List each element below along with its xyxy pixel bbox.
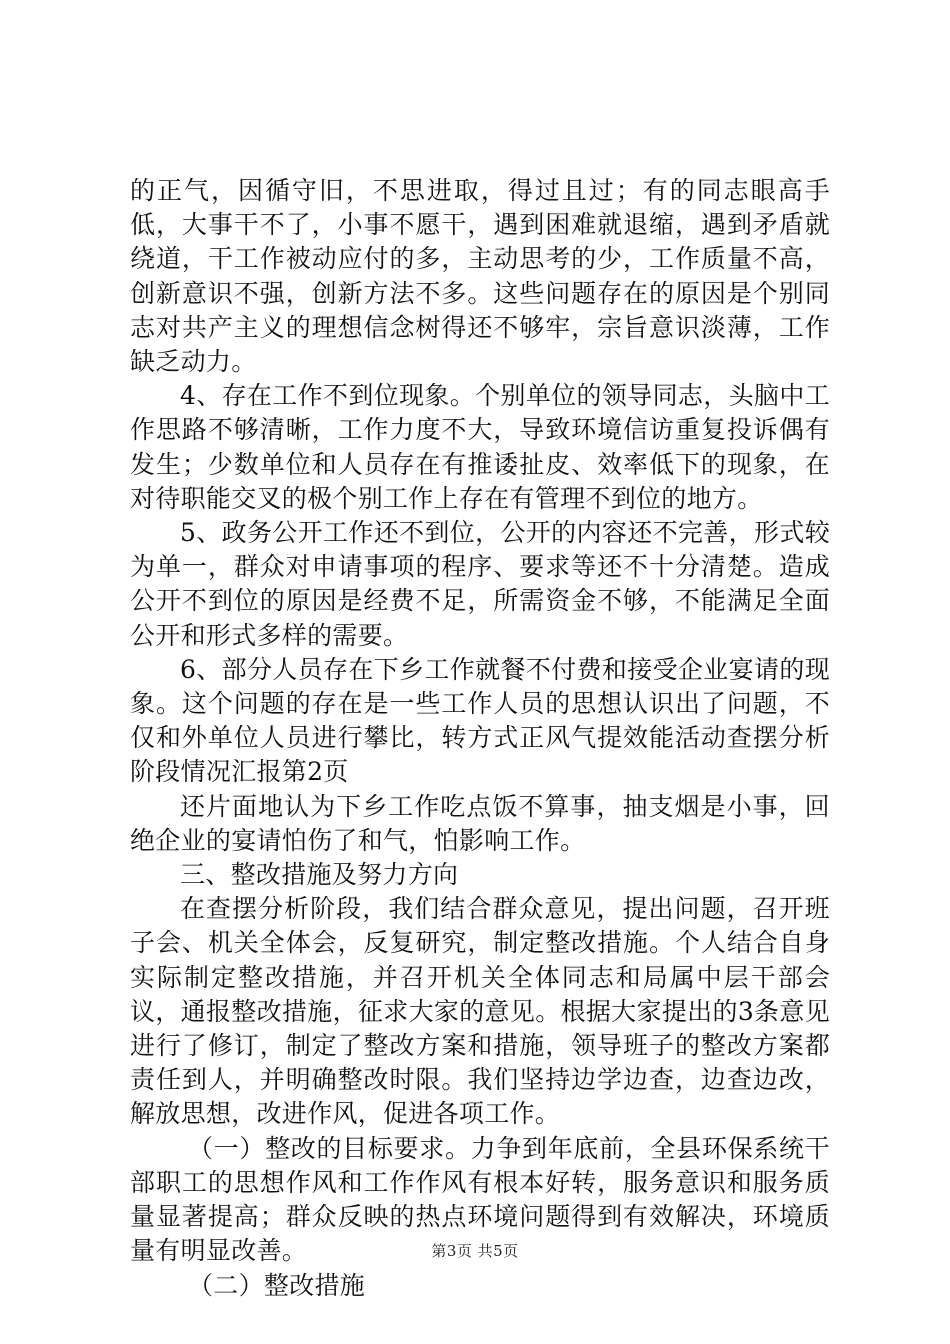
section-heading-3: 三、整改措施及努力方向 (180, 860, 459, 890)
paragraph-rectification-process: 在查摆分析阶段，我们结合群众意见，提出问题，召开班子会、机关全体会，反复研究，制定整改措施。个人结合自身实际制定整改措施，并召开机关全体同志和局属中层干部会议，通报整改措施，征求大家的意见。根据大家提出的3条意见进行了修订，制定了整改方案和措施，领导班子的整改方案都责任到人，并明确整改时限。我们坚持边学边查，边查边改，解放思想，改进作风，促进各项工作。 (130, 894, 830, 1129)
paragraph-item-5: 5、政务公开工作还不到位，公开的内容还不完善，形式较为单一，群众对申请事项的程序、要求等还不十分清楚。造成公开不到位的原因是经费不足，所需资金不够，不能满足全面公开和形式多样的需要。 (130, 518, 830, 650)
paragraph-item-6: 6、部分人员存在下乡工作就餐不付费和接受企业宴请的现象。这个问题的存在是一些工作人员的思想认识出了问题，不仅和外单位人员进行攀比，转方式正风气提效能活动查摆分析阶段情况汇报第2页 (130, 654, 830, 787)
paragraph-item-4: 4、存在工作不到位现象。个别单位的领导同志，头脑中工作思路不够清晰，工作力度不大，导致环境信访重复投诉偶有发生；少数单位和人员存在有推诿扯皮、效率低下的现象，在对待职能交叉的极个别工作上存在有管理不到位的地方。 (130, 381, 830, 513)
page-footer: 第3页 共5页 (431, 1242, 519, 1260)
paragraph-rectification-goals: （一）整改的目标要求。力争到年底前，全县环保系统干部职工的思想作风和工作作风有根本好转，服务意识和服务质量显著提高；群众反映的热点环境问题得到有效解决，环境质量有明显改善。 (130, 1133, 830, 1266)
paragraph-item-6-continued: 还片面地认为下乡工作吃点饭不算事，抽支烟是小事，回绝企业的宴请怕伤了和气，怕影响工作。 (130, 791, 830, 855)
document-body (130, 174, 830, 1303)
paragraph-continuation: 的正气，因循守旧，不思进取，得过且过；有的同志眼高手低，大事干不了，小事不愿干，遇到困难就退缩，遇到矛盾就绕道，干工作被动应付的多，主动思考的少，工作质量不高，创新意识不强，创新方法不多。这些问题存在的原因是个别同志对共产主义的理想信念树得还不够牢，宗旨意识淡薄，工作缺乏动力。 (130, 176, 830, 377)
subheading-rectification-measures: （二）整改措施 (188, 1270, 366, 1300)
